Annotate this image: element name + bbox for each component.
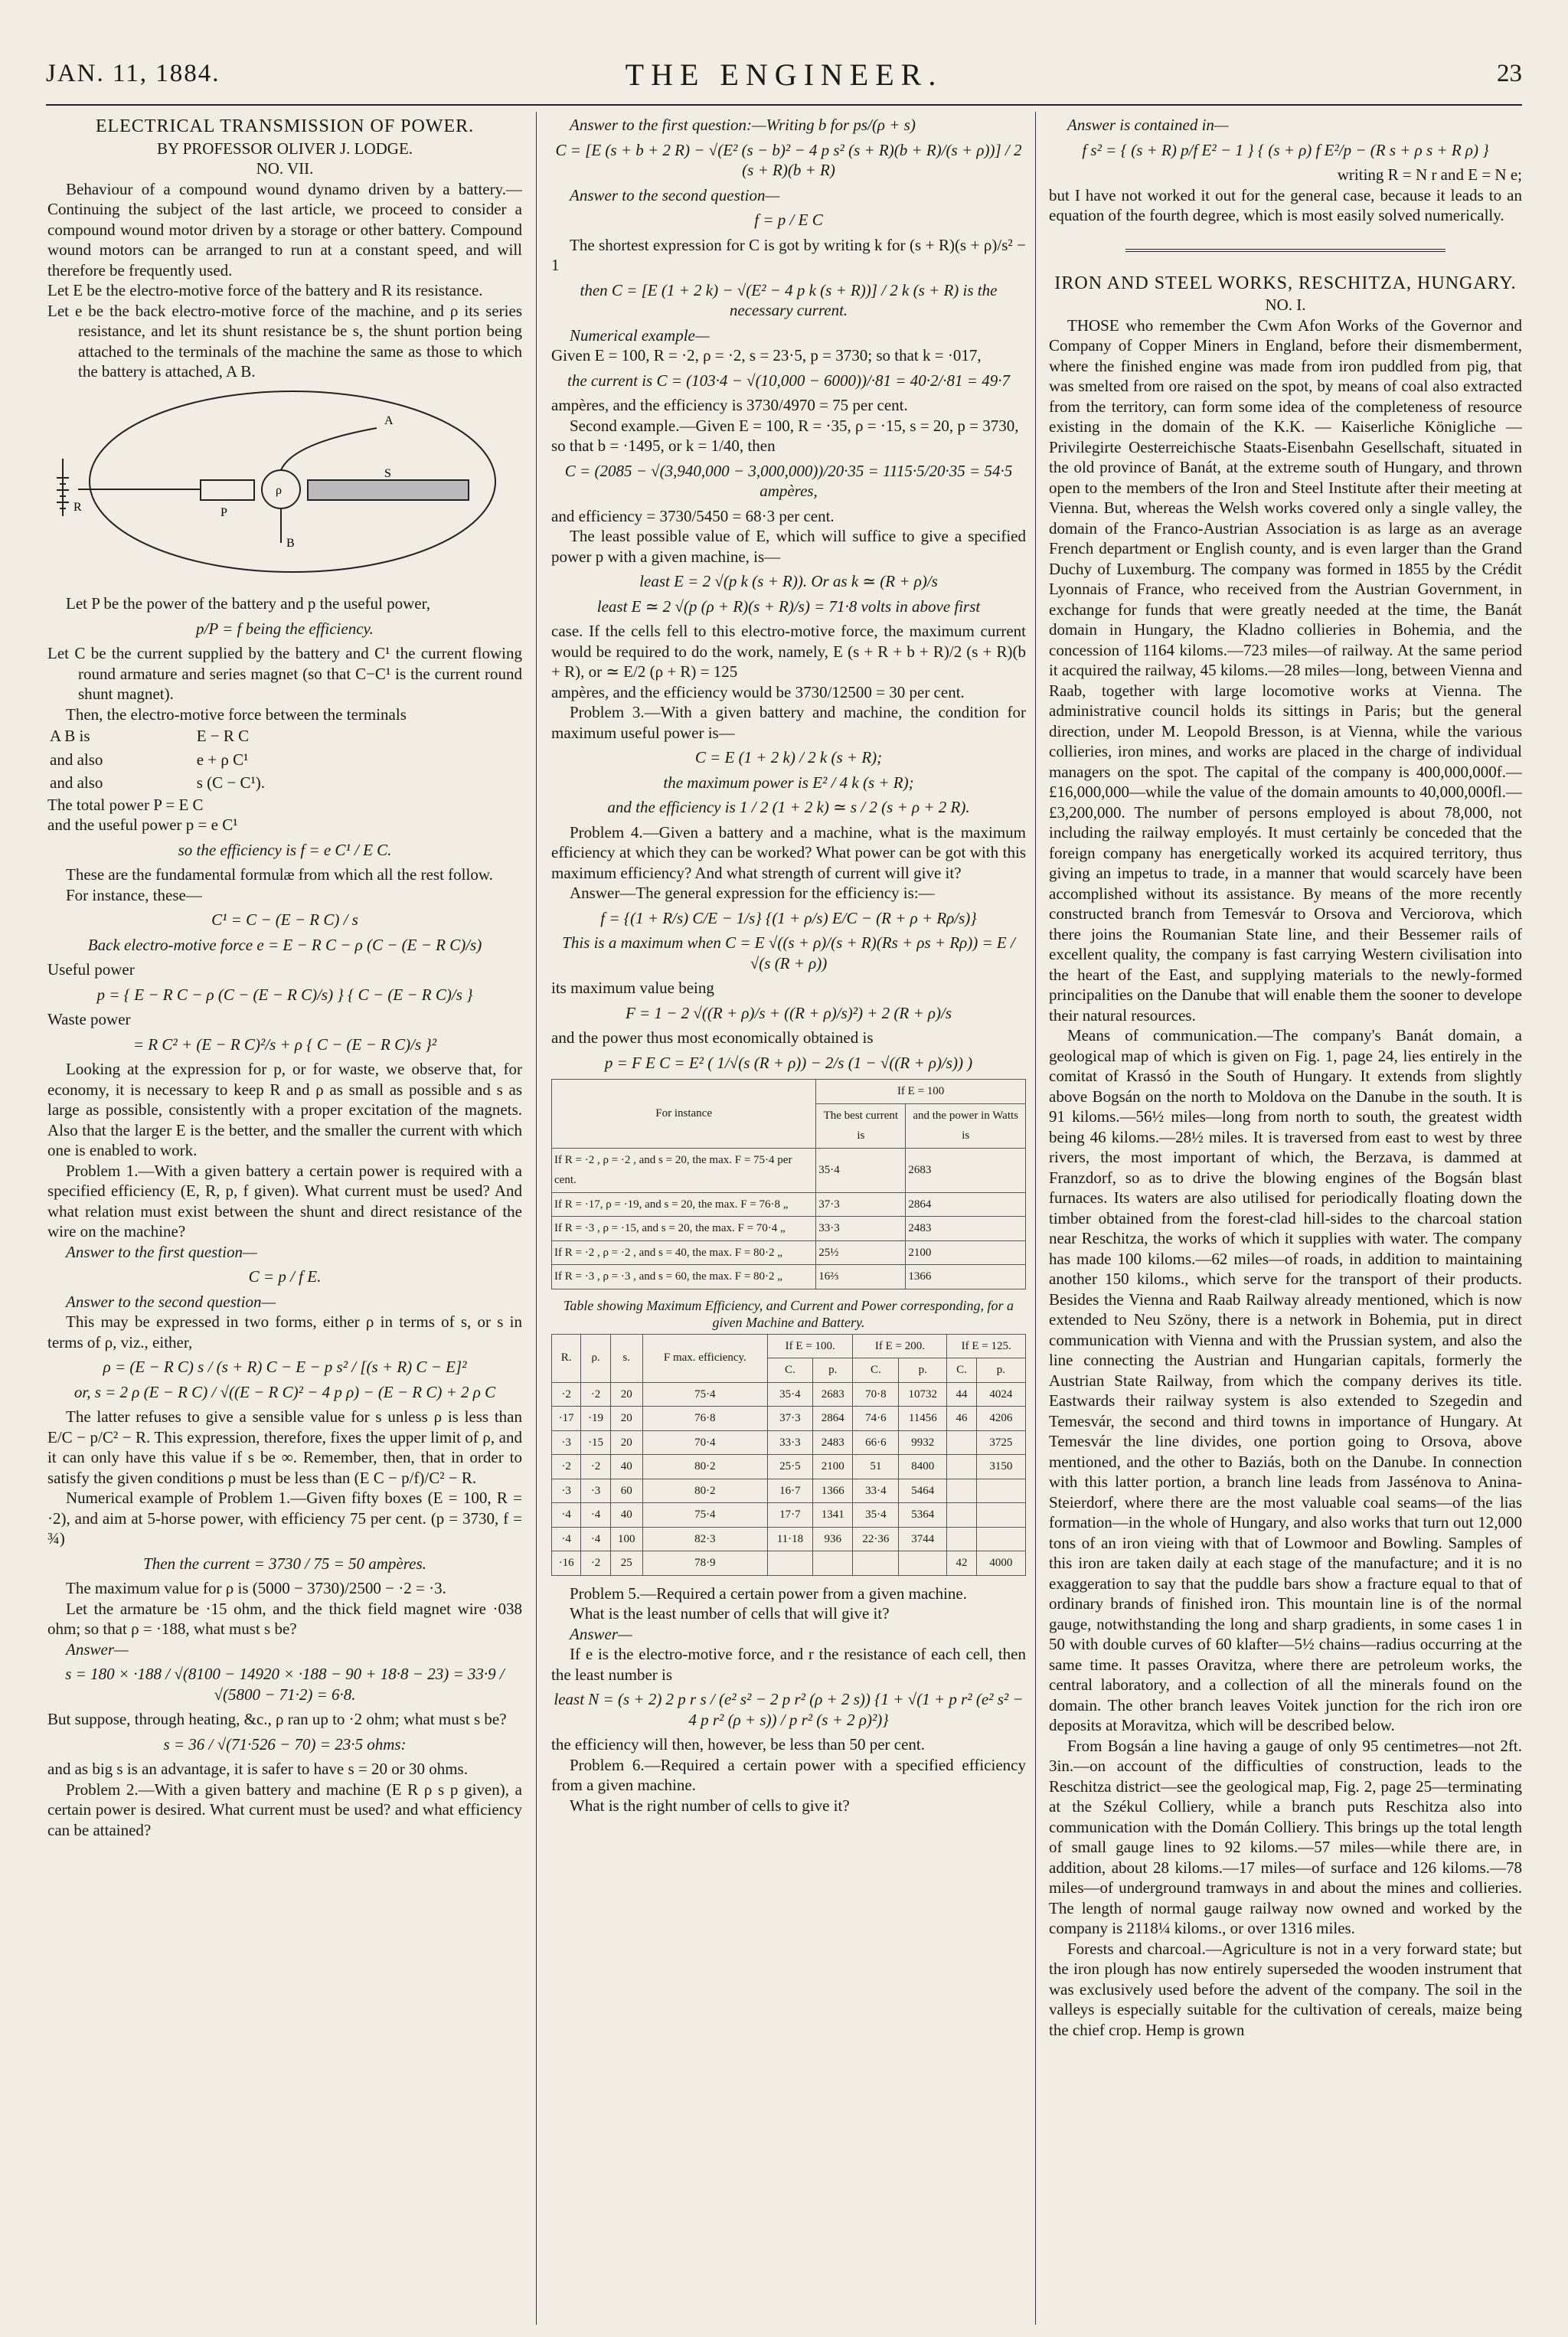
paragraph: Problem 2.—With a given battery and machine (E R ρ s p given), a certain power is desired. What current must be used? and what efficiency can be attained? [47, 1780, 522, 1839]
paragraph: Useful power [47, 960, 135, 979]
table-header: p. [812, 1358, 853, 1383]
table-cell: ·19 [581, 1407, 610, 1431]
formula: the maximum power is E² / 4 k (s + R); [663, 773, 914, 792]
paragraph: Let P be the power of the battery and p the useful power, [66, 594, 430, 613]
formula: least E = 2 √(p k (s + R)). Or as k ≃ (R + ρ)/s [639, 572, 938, 590]
table-cell [947, 1479, 976, 1503]
table-header: p. [899, 1358, 947, 1383]
formula: and the efficiency is 1 / 2 (1 + 2 k) ≃ s / 2 (s + ρ + 2 R). [607, 798, 970, 816]
table-cell [947, 1503, 976, 1528]
table-cell: 25·5 [767, 1455, 812, 1479]
table-cell: 25 [610, 1551, 642, 1576]
table-row [552, 1217, 1026, 1241]
table-header: C. [853, 1358, 899, 1383]
table-row [552, 1192, 1026, 1217]
formula: This is a maximum when C = E √((s + ρ)/(s + R)(Rs + ρs + Rρ)) = E / √(s (R + ρ)) [562, 933, 1015, 972]
paragraph: Behaviour of a compound wound dynamo driven by a battery.—Continuing the subject of the last article, we proceed to consider a compound wound motor driven by a storage or other battery. Compound wound motors can be arranged to run at a constant speed, and will therefore be frequently used. [47, 179, 522, 279]
column-divider [536, 112, 537, 2325]
paragraph: But suppose, through heating, &c., ρ ran up to ·2 ohm; what must s be? [47, 1710, 507, 1728]
table-cell: 2683 [906, 1148, 1026, 1192]
table-row [552, 1479, 1026, 1503]
issue-date: JAN. 11, 1884. [46, 60, 220, 87]
label-b: B [286, 536, 295, 550]
table-cell: 66·6 [853, 1430, 899, 1455]
paragraph: Answer— [570, 1624, 632, 1643]
formula: so the efficiency is f = e C¹ / E C. [178, 840, 392, 859]
instance-table [551, 1079, 1026, 1289]
table-header: The best current is [816, 1103, 906, 1148]
paragraph: and efficiency = 3730/5450 = 68·3 per cent. [551, 506, 835, 525]
paragraph: What is the least number of cells that will give it? [570, 1604, 890, 1623]
table-cell: 42 [947, 1551, 976, 1576]
paragraph: and the useful power p = e C¹ [47, 815, 238, 834]
paragraph: writing R = N r and E = N e; [1337, 165, 1522, 184]
paragraph: case. If the cells fell to this electro-motive force, the maximum current would be required to do the work, namely, E (s + R + b + R)/2 (s + R)(b + R), or ≃ E/2 (ρ + R) = 125 [551, 622, 1026, 681]
paragraph: Numerical example— [570, 325, 710, 345]
table-cell: If R = ·3 , ρ = ·3 , and s = 60, the max. F = 80·2 „ [552, 1265, 816, 1289]
table-cell: 20 [610, 1430, 642, 1455]
table-cell [853, 1551, 899, 1576]
paragraph: The total power P = E C [47, 795, 204, 814]
section-divider [1125, 249, 1446, 252]
table-cell: 20 [610, 1407, 642, 1431]
paragraph: Looking at the expression for p, or for waste, we observe that, for economy, it is necessary to keep R and ρ as small as possible and s as large as possible, consistently with a proper excitation of the magnets. Also that the larger E is the better, and the smaller the current with which one is enabled to work. [47, 1060, 522, 1159]
table-header: p. [976, 1358, 1025, 1383]
formula: p = { E − R C − ρ (C − (E − R C)/s) } { C − (E − R C)/s } [96, 985, 473, 1004]
table-cell: 2864 [906, 1192, 1026, 1217]
table-cell: If R = ·17, ρ = ·19, and s = 20, the max. F = 76·8 „ [552, 1192, 816, 1217]
paragraph: Answer—The general expression for the efficiency is:— [570, 884, 935, 902]
table-cell: 40 [610, 1455, 642, 1479]
byline: BY PROFESSOR OLIVER J. LODGE. [156, 139, 413, 158]
table-cell [976, 1479, 1025, 1503]
table-cell: 70·8 [853, 1382, 899, 1407]
paragraph: Problem 5.—Required a certain power from a given machine. [570, 1584, 967, 1603]
paragraph: Problem 3.—With a given battery and machine, the condition for maximum useful power is— [551, 703, 1026, 742]
formula: C¹ = C − (E − R C) / s [211, 910, 358, 929]
formula: then C = [E (1 + 2 k) − √(E² − 4 p k (s + R))] / 2 k (s + R) is the necessary current. [580, 280, 998, 319]
table-cell [976, 1503, 1025, 1528]
table-cell: ·17 [552, 1407, 581, 1431]
table-cell: 51 [853, 1455, 899, 1479]
table-cell: ·4 [581, 1503, 610, 1528]
list-item: and also [50, 773, 103, 792]
table-cell: 33·4 [853, 1479, 899, 1503]
paragraph: Answer to the first question:—Writing b for ps/(ρ + s) [570, 116, 916, 134]
table-cell [899, 1551, 947, 1576]
table-cell: 35·4 [767, 1382, 812, 1407]
paragraph: Forests and charcoal.—Agriculture is not in a very forward state; but the iron plough has now entirely superseded the wooden instrument that was exclusively used before the advent of the company. The soil in the valleys is especially suitable for the cultivation of cereals, maize being the chief crop. Hemp is grown [1049, 1939, 1522, 2039]
table-cell: 44 [947, 1382, 976, 1407]
table-header: C. [767, 1358, 812, 1383]
table-cell: 2483 [906, 1217, 1026, 1241]
table-cell: 3725 [976, 1430, 1025, 1455]
paragraph: Numerical example of Problem 1.—Given fifty boxes (E = 100, R = ·2), and aim at 5-horse power, with efficiency 75 per cent. (p = 3730, f = ¾) [47, 1489, 522, 1548]
paragraph: From Bogsán a line having a gauge of only 95 centimetres—not 2ft. 3in.—on account of the difficulties of construction, leads to the Reschitza district—see the geological map, Fig. 2, page 25—terminating at the Székul Colliery, while a branch puts Reschitza also into communication with the Domán Colliery. This brings up the total length of small gauge lines to 92 kiloms.—57 miles—while there are, in addition, about 28 kiloms.—17 miles—of surface and 126 kiloms.—78 miles—of underground tramways in and about the mines and collieries. The length of normal gauge railway now owned and worked by the company is 2118¼ kiloms., or over 1316 miles. [1049, 1736, 1522, 1937]
header-rule [46, 104, 1522, 106]
paragraph: ampères, and the efficiency is 3730/4970 = 75 per cent. [551, 396, 908, 414]
paragraph: Problem 6.—Required a certain power with a specified efficiency from a given machine. [551, 1755, 1026, 1794]
table-cell: 1341 [812, 1503, 853, 1528]
table-cell: 5364 [899, 1503, 947, 1528]
paragraph: its maximum value being [551, 979, 714, 997]
table-cell: 3744 [899, 1527, 947, 1551]
paragraph: Problem 1.—With a given battery a certain power is required with a specified efficiency (E, R, p, f given). What current must be used? And what relation must exist between the shunt and direct resistance of the wire on the machine? [47, 1161, 522, 1240]
table-row [552, 1527, 1026, 1551]
article-title: IRON AND STEEL WORKS, RESCHITZA, HUNGARY. [1054, 273, 1517, 293]
table-cell: 76·8 [642, 1407, 767, 1431]
table-row [552, 1551, 1026, 1576]
paragraph: the efficiency will then, however, be less than 50 per cent. [551, 1735, 926, 1754]
table-header: R. [552, 1334, 581, 1382]
table-header: F max. efficiency. [642, 1334, 767, 1382]
paragraph: These are the fundamental formulæ from which all the rest follow. [66, 865, 493, 884]
table-cell: 11456 [899, 1407, 947, 1431]
paragraph: Waste power [47, 1010, 131, 1028]
table-cell: 46 [947, 1407, 976, 1431]
article-number: NO. VII. [256, 159, 314, 178]
formula: or, s = 2 ρ (E − R C) / √((E − R C)² − 4 p ρ) − (E − R C) + 2 ρ C [74, 1382, 496, 1401]
table-cell: 2683 [812, 1382, 853, 1407]
paragraph: Answer to the second question— [570, 185, 780, 204]
table-cell: 2100 [906, 1240, 1026, 1265]
paragraph: If e is the electro-motive force, and r the resistance of each cell, then the least number is [551, 1645, 1026, 1684]
table-cell: 78·9 [642, 1551, 767, 1576]
list-item: and also [50, 750, 103, 769]
paragraph: Answer is contained in— [1067, 116, 1229, 134]
table-cell: ·4 [552, 1503, 581, 1528]
paragraph: The maximum value for ρ is (5000 − 3730)/2500 − ·2 = ·3. [66, 1579, 446, 1597]
paragraph: ampères, and the efficiency would be 3730/12500 = 30 per cent. [551, 682, 965, 701]
table-cell: 70·4 [642, 1430, 767, 1455]
table-cell: 25½ [816, 1240, 906, 1265]
column-2 [551, 115, 1026, 2320]
list-item: s (C − C¹). [196, 773, 265, 792]
table-cell: 37·3 [767, 1407, 812, 1431]
table-cell: 40 [610, 1503, 642, 1528]
paragraph: Problem 4.—Given a battery and a machine, what is the maximum efficiency at which they can be worked? What power can be got with this maximum efficiency? And what strength of current will give it? [551, 822, 1026, 882]
table-cell: ·2 [552, 1455, 581, 1479]
table-cell: 5464 [899, 1479, 947, 1503]
paragraph: The least possible value of E, which will suffice to give a specified power p with a given machine, is— [551, 527, 1026, 566]
terminal-emf-list [47, 724, 380, 795]
paragraph: Let E be the electro-motive force of the battery and R its resistance. [47, 281, 483, 299]
table-cell: 35·4 [816, 1148, 906, 1192]
column-divider [1035, 112, 1036, 2325]
paragraph: Given E = 100, R = ·2, ρ = ·2, s = 23·5, p = 3730; so that k = ·017, [551, 346, 982, 364]
table-cell: 80·2 [642, 1479, 767, 1503]
table-header: If E = 100 [816, 1080, 1026, 1104]
table-cell: 75·4 [642, 1503, 767, 1528]
table-cell: 9932 [899, 1430, 947, 1455]
table-cell: 22·36 [853, 1527, 899, 1551]
table-cell: ·4 [552, 1527, 581, 1551]
table-cell: 1366 [812, 1479, 853, 1503]
table-cell: If R = ·2 , ρ = ·2 , and s = 40, the max. F = 80·2 „ [552, 1240, 816, 1265]
table-cell: 17·7 [767, 1503, 812, 1528]
label-a: A [384, 413, 394, 427]
formula: Back electro-motive force e = E − R C − ρ (C − (E − R C)/s) [87, 935, 482, 954]
table-cell: 100 [610, 1527, 642, 1551]
paragraph: Answer— [66, 1639, 129, 1659]
table-cell: ·3 [581, 1479, 610, 1503]
label-s: S [384, 466, 391, 480]
table-row [552, 1240, 1026, 1265]
table-cell: 33·3 [816, 1217, 906, 1241]
formula: f = {(1 + R/s) C/E − 1/s} {(1 + ρ/s) E/C − (R + ρ + Rρ/s)} [600, 908, 977, 927]
table-cell: 2864 [812, 1407, 853, 1431]
table-caption: Table showing Maximum Efficiency, and Current and Power corresponding, for a given Machine and Battery. [564, 1297, 1014, 1330]
paragraph: so that b = ·1495, or k = 1/40, then [551, 436, 776, 455]
table-cell [947, 1455, 976, 1479]
circuit-diagram [47, 382, 522, 589]
paragraph: Let e be the back electro-motive force of the machine, and ρ its series resistance, and let its shunt resistance be s, the shunt portion being attached to the terminals of the machine the same as those to which the battery is attached, A B. [47, 301, 522, 381]
formula: p/P = f being the efficiency. [196, 619, 374, 638]
formula: ρ = (E − R C) s / (s + R) C − E − p s² / [(s + R) C − E]² [103, 1358, 467, 1376]
table-cell: 80·2 [642, 1455, 767, 1479]
table-cell: 11·18 [767, 1527, 812, 1551]
table-cell: 35·4 [853, 1503, 899, 1528]
table-cell: 20 [610, 1382, 642, 1407]
paragraph: Means of communication.—The company's Banát domain, a geological map of which is given on Fig. 1, page 24, lies entirely in the comitat of Krassó in the South of Hungary. It extends from slightly above Bogsán on the north to Moldova on the Danube in the south. It is 91 kiloms.—56½ miles—long from north to south, the greatest width being 46 kiloms.—28½ miles. It is traversed from east to west by three rivers, the most important of which, the Berzava, is dammed at Franzdorf, so as to drive the blowing engines of the Bogsán blast furnaces. Its waters are also utilised for periodically floating down the timber obtained from the forest-clad hill-sides to the charcoal station near Reschitza, the works of which it supplies with water. The company has made 100 kiloms.—62 miles—of roads, in addition to maintaining another 150 kiloms., which serve for the transport of their products. Besides the Vienna and Raab Railway already mentioned, which is now extended to Neu Szöny, there is a network in Bohemia, put in direct communication with Vienna and with the Prussian system, and also the line connecting the Austrian and Hungarian capitals, formerly the Austrian State Railway, from which the company derives its title. Eastwards their railway system is also extended to Szegedin and Temesvár, the second and third towns in importance of Hungary. At Temesvár the line divides, one portion going to Orsova, above mentioned, and the other to Baziás, both on the Danube. In connection with this latter portion, a branch line leads from Jassénova to Anina-Steierdorf, where there are the most valuable coal seams—of the lias formation—in the whole of Hungary, and also works that turn out 12,000 tons of an iron vieing with that of Lowmoor and Bowling. Samples of this iron are taken daily at each stage of the manufacture; and it is no exaggeration to say that the puddle bars show a fracture equal to that of ordinary brands of finished iron. This mountain line is of the normal gauge, notwithstanding the long and sharp gradients, in some cases 1 in 50 with double curves of 60 klafter—5½ chains—radius occurring at the same time. It passes Oravitza, where there are petroleum works, the central laboratory, and a collection of all the minerals found on the domain. The other branch leaves Voitek junction for the rich iron ore deposits at Moravitza, which will be described below. [1049, 1026, 1522, 1734]
table-header: and the power in Watts is [906, 1103, 1026, 1148]
paragraph: THOSE who remember the Cwm Afon Works of the Governor and Company of Copper Miners in England, before their dismemberment, where the finished engine was made from iron puddled from pig, that was smelted from ore raised on the spot, by means of coal also extracted from the territory, can form some idea of the completeness of resource existing in the domain of the K.K. — Kaiserliche Königliche — Privilegirte Oesterreichische Staats-Eisenbahn Gesellschaft, situated in the old province of Banát, at the extreme south of Hungary, and thrown open to the members of the Iron and Steel Institute after their meeting at Vienna. But, whereas the Welsh works covered only a single valley, the domain of the Franco-Austrian Association is as large as an average French department or English county, and is even larger than the Grand Duchy of Luxemburg. The company was formed in 1855 by the Crédit Lyonnais of France, who received from the Austrian Government, in exchange for funds that were greatly needed at the time, the Banát domain in Hungary, the Kladno collieries in Bohemia, and the concession of 1164 kiloms.—723 miles—of railway. At the same period it acquired the railway, 45 kiloms.—28 miles—long, between Vienna and Raab, together with large locomotive works at Vienna. The administrative council holds its sittings in Paris; but the general direction, under M. Leopold Bresson, is at Vienna, while the various collieries, iron mines, and works are placed in the charge of individual managers on the spot. The capital of the company is 400,000,000f.—£16,000,000—while the value of the domain amounts to 40,000,000fl.—£3,200,000. The number of persons employed is about 78,000, not including the railway employés. It must certainly be conceded that the foreign company has energetically worked its acquired territory, thus giving an impetus to trade, in a manner that would scarcely have been accomplished without its assistance. By means of the more recently constructed branch from Temesvár to Orsova and Verciorova, which there joins the Roumanian State line, and their Bessemer rails of excellent quality, the company is fast carrying Western civilisation into the heart of the East, and supplying materials to the newly-formed principalities on the Danube that will enable them the sooner to develope their natural resources. [1049, 315, 1522, 1025]
paragraph: but I have not worked it out for the general case, because it leads to an equation of the fourth degree, which is most easily solved numerically. [1049, 185, 1522, 224]
paragraph: Answer to the second question— [66, 1292, 276, 1311]
formula: the current is C = (103·4 − √(10,000 − 6000))/·81 = 40·2/·81 = 49·7 [567, 371, 1010, 390]
table-cell: 33·3 [767, 1430, 812, 1455]
formula: C = [E (s + b + 2 R) − √(E² (s − b)² − 4 p s² (s + R)(b + R)/(s + ρ))] / 2 (s + R)(b + R) [555, 140, 1022, 179]
paragraph: Let C be the current supplied by the battery and C¹ the current flowing round armature and series magnet (so that C−C¹ is the current round shunt magnet). [47, 644, 522, 703]
paragraph: Let the armature be ·15 ohm, and the thick field magnet wire ·038 ohm; so that ρ = ·188, what must s be? [47, 1599, 522, 1638]
formula: least E ≃ 2 √(p (ρ + R)(s + R)/s) = 71·8 volts in above first [596, 597, 981, 616]
table-cell: 16⅔ [816, 1265, 906, 1289]
table-row [552, 1148, 1026, 1192]
table-cell: If R = ·3 , ρ = ·15, and s = 20, the max. F = 70·4 „ [552, 1217, 816, 1241]
label-r: R [74, 500, 82, 514]
paragraph: Then, the electro-motive force between the terminals [66, 704, 407, 724]
table-cell [767, 1551, 812, 1576]
formula: C = (2085 − √(3,940,000 − 3,000,000))/20·35 = 1115·5/20·35 = 54·5 ampères, [564, 461, 1013, 500]
list-item: E − R C [196, 727, 250, 745]
label-p: P [220, 505, 227, 519]
table-row [552, 1382, 1026, 1407]
table-cell: 37·3 [816, 1192, 906, 1217]
table-cell [812, 1551, 853, 1576]
table-cell: ·3 [552, 1479, 581, 1503]
label-rho: ρ [276, 483, 282, 497]
table-cell: 74·6 [853, 1407, 899, 1431]
paragraph: Answer to the first question— [66, 1242, 257, 1261]
formula: f = p / E C [754, 211, 823, 229]
table-cell: If R = ·2 , ρ = ·2 , and s = 20, the max. F = 75·4 per cent. [552, 1148, 816, 1192]
efficiency-table [551, 1334, 1026, 1576]
formula: s = 180 × ·188 / √(8100 − 14920 × ·188 − 90 + 18·8 − 23) = 33·9 / √(5800 − 71·2) = 6·8. [65, 1665, 505, 1704]
formula: C = p / f E. [248, 1267, 322, 1286]
paragraph: This may be expressed in two forms, either ρ in terms of s, or s in terms of ρ, viz., either, [47, 1312, 522, 1352]
formula: = R C² + (E − R C)²/s + ρ { C − (E − R C)/s }² [132, 1034, 437, 1054]
paragraph: What is the right number of cells to give it? [570, 1796, 850, 1815]
table-cell: 936 [812, 1527, 853, 1551]
table-cell [947, 1527, 976, 1551]
table-cell: 1366 [906, 1265, 1026, 1289]
table-cell: ·4 [581, 1527, 610, 1551]
table-header: C. [947, 1358, 976, 1383]
table-cell: 10732 [899, 1382, 947, 1407]
table-cell: 82·3 [642, 1527, 767, 1551]
formula: f s² = { (s + R) p/f E² − 1 } { (s + ρ) f E²/p − (R s + ρ s + R ρ) } [1082, 140, 1489, 159]
table-row [552, 1430, 1026, 1455]
table-cell: ·2 [581, 1382, 610, 1407]
page-number: 23 [1497, 60, 1522, 87]
article-title: ELECTRICAL TRANSMISSION OF POWER. [95, 116, 475, 136]
table-row [552, 1407, 1026, 1431]
table-cell: 2100 [812, 1455, 853, 1479]
table-cell: ·2 [581, 1455, 610, 1479]
list-item: e + ρ C¹ [196, 750, 249, 769]
paragraph: For instance, these— [66, 885, 202, 904]
publication-title: THE ENGINEER. [625, 57, 943, 92]
table-cell: 4206 [976, 1407, 1025, 1431]
table-header: If E = 200. [853, 1334, 947, 1358]
table-cell: ·2 [581, 1551, 610, 1576]
table-header: If E = 100. [767, 1334, 853, 1358]
table-cell: ·3 [552, 1430, 581, 1455]
masthead [46, 57, 1522, 103]
paragraph: and as big s is an advantage, it is safer to have s = 20 or 30 ohms. [47, 1760, 468, 1778]
table-cell: 75·4 [642, 1382, 767, 1407]
table-cell: 2483 [812, 1430, 853, 1455]
table-row [552, 1503, 1026, 1528]
formula: s = 36 / √(71·526 − 70) = 23·5 ohms: [163, 1734, 407, 1754]
table-row [552, 1265, 1026, 1289]
table-cell: 8400 [899, 1455, 947, 1479]
formula: Then the current = 3730 / 75 = 50 ampères. [143, 1554, 426, 1573]
paragraph: and the power thus most economically obtained is [551, 1028, 874, 1047]
table-cell: 3150 [976, 1455, 1025, 1479]
formula: C = E (1 + 2 k) / 2 k (s + R); [694, 748, 883, 766]
table-cell: 4000 [976, 1551, 1025, 1576]
formula: p = F E C = E² ( 1/√(s (R + ρ)) − 2/s (1 − √((R + ρ)/s)) ) [604, 1053, 973, 1072]
table-header: For instance [552, 1080, 816, 1149]
paragraph: Second example.—Given E = 100, R = ·35, ρ = ·15, s = 20, p = 3730, [570, 416, 1019, 435]
table-cell: ·2 [552, 1382, 581, 1407]
table-cell: 60 [610, 1479, 642, 1503]
column-1 [47, 115, 522, 2320]
list-item: A B is [50, 727, 90, 745]
table-cell [976, 1527, 1025, 1551]
table-row [552, 1455, 1026, 1479]
formula: least N = (s + 2) 2 p r s / (e² s² − 2 p r² (ρ + 2 s)) {1 + √(1 + p r² (e² s² − 4 p r² (ρ + s)) / p r² (s + 2 ρ)²)} [554, 1690, 1024, 1729]
table-cell [947, 1430, 976, 1455]
paragraph: The shortest expression for C is got by writing k for (s + R)(s + ρ)/s² − 1 [551, 235, 1026, 274]
table-header: If E = 125. [947, 1334, 1026, 1358]
column-3 [1049, 115, 1522, 2320]
table-cell: 16·7 [767, 1479, 812, 1503]
article-number: NO. I. [1265, 296, 1306, 314]
table-header: s. [610, 1334, 642, 1382]
table-cell: 4024 [976, 1382, 1025, 1407]
formula: F = 1 − 2 √((R + ρ)/s + ((R + ρ)/s)²) + 2 (R + ρ)/s [625, 1003, 952, 1022]
table-header: ρ. [581, 1334, 610, 1382]
table-cell: ·15 [581, 1430, 610, 1455]
paragraph: The latter refuses to give a sensible value for s unless ρ is less than E/C − p/C² − R. This expression, therefore, fixes the upper limit of ρ, and it can only have this value if s be ∞. Remember, then, that in order to satisfy the given conditions ρ must be less than (E C − p/f)/C² − R. [47, 1407, 522, 1487]
table-cell: ·16 [552, 1551, 581, 1576]
